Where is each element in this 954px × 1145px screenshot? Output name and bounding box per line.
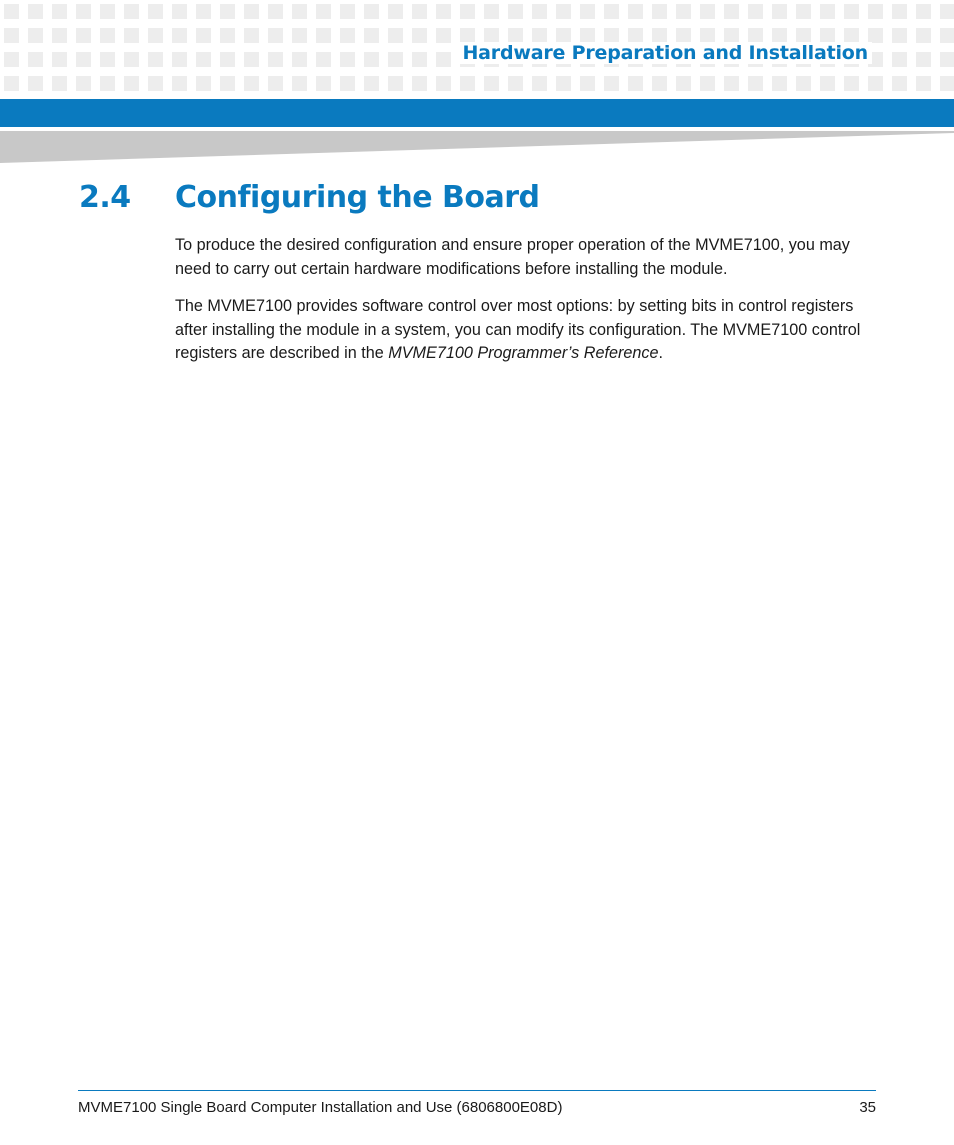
paragraph-2-text: The MVME7100 provides software control over most options: by setting bits in control registers after installing the module in a system, you can modify its configuration. The MVME7100 control registers are described in the [175,297,861,362]
paragraph-1: To produce the desired configuration and ensure proper operation of the MVME7100, you may need to carry out certain hardware modifications before installing the module. [175,236,850,278]
header-gray-wedge [0,131,954,163]
section-heading [79,180,540,215]
section-title: Configuring the Board [175,180,540,215]
footer-document-title: MVME7100 Single Board Computer Installation and Use (6806800E08D) [78,1099,563,1116]
body-text [175,234,880,380]
header-blue-band [0,99,954,127]
running-header-title: Hardware Preparation and Installation [458,42,872,64]
paragraph-2-end: . [658,344,663,362]
footer-rule [78,1090,876,1091]
reference-title: MVME7100 Programmer’s Reference [388,344,659,362]
paragraph-2 [175,295,880,366]
section-number: 2.4 [79,180,131,215]
footer-page-number: 35 [859,1099,876,1116]
